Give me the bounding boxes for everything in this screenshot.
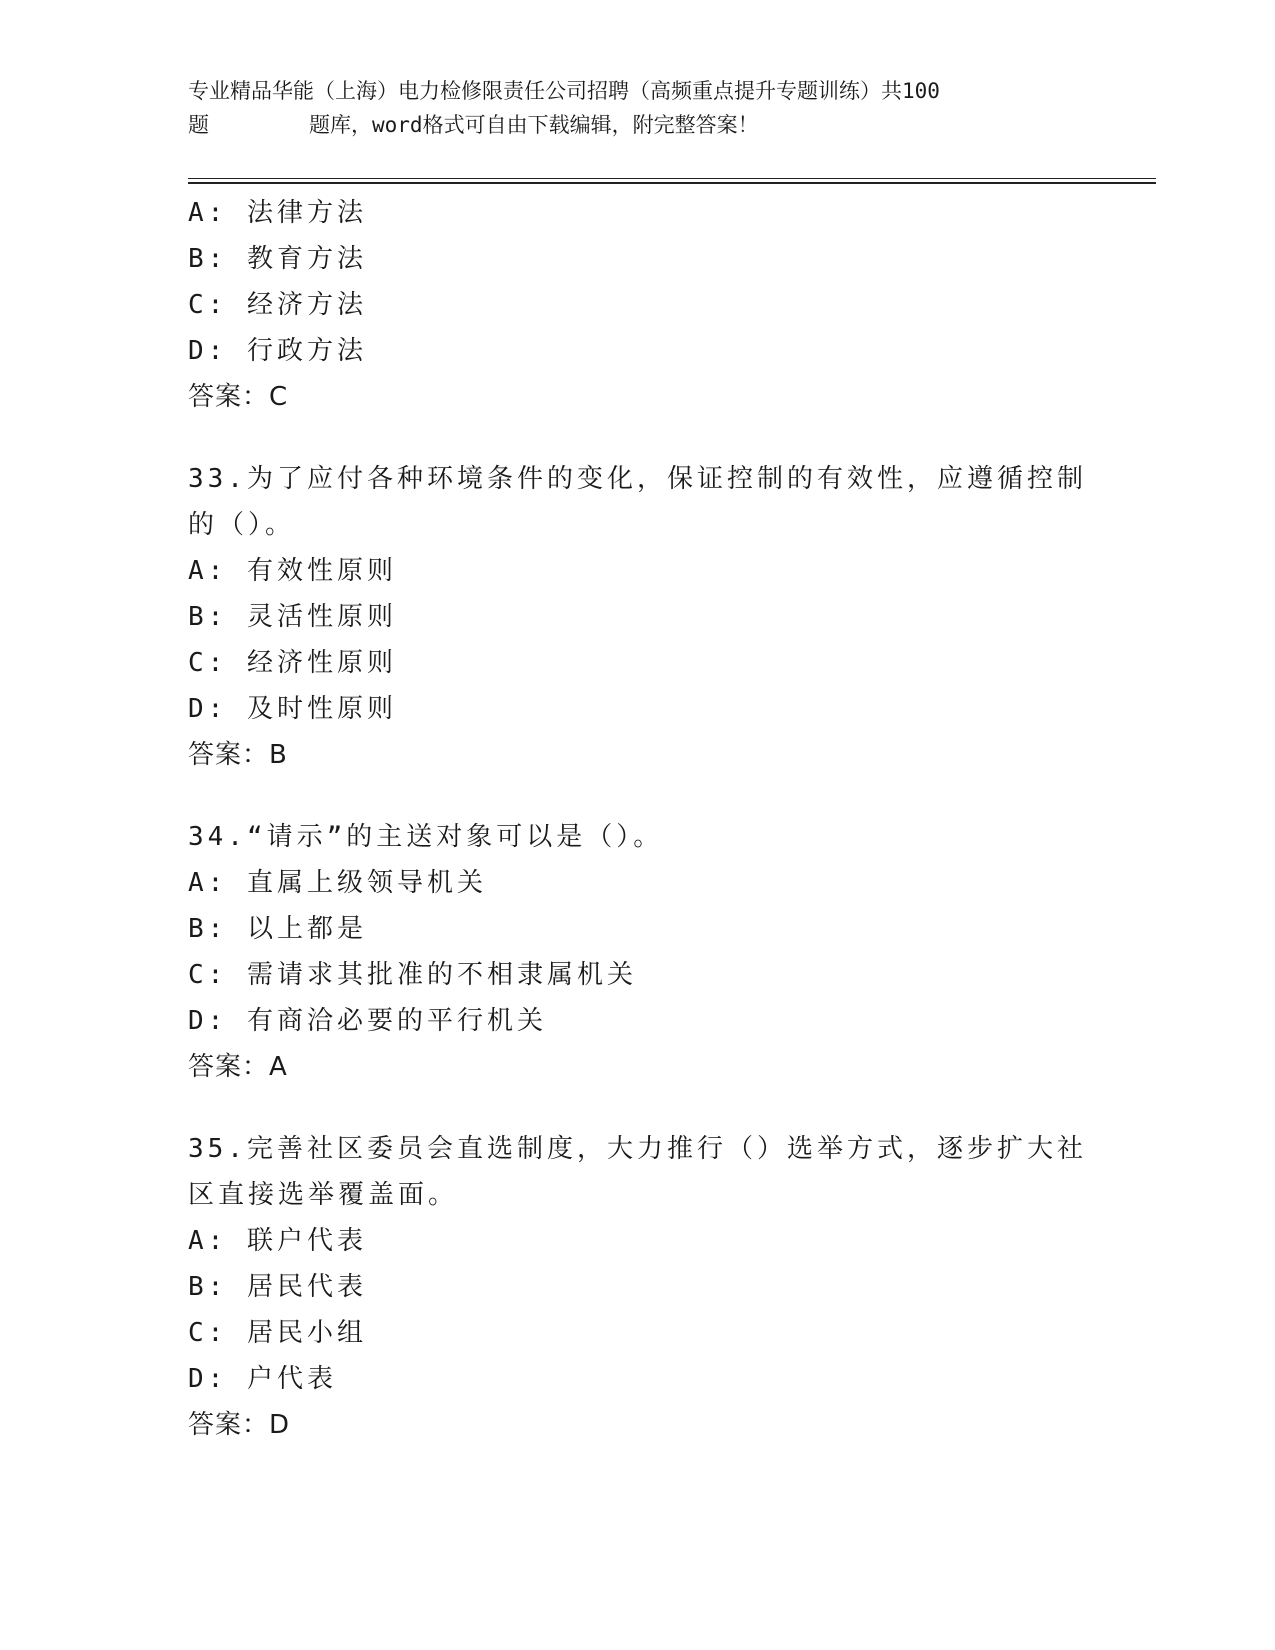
header-rule-thick <box>188 182 1156 184</box>
header-indent <box>209 108 309 142</box>
option-d: D: 户代表 <box>188 1364 337 1394</box>
option-a: A: 有效性原则 <box>188 556 397 586</box>
header-rule-thin <box>188 178 1156 179</box>
question-34 <box>188 814 1088 1090</box>
option-b: B: 以上都是 <box>188 914 367 944</box>
option-a: A: 联户代表 <box>188 1226 367 1256</box>
answer: 答案：B <box>188 740 288 770</box>
answer: 答案：D <box>188 1410 291 1440</box>
question-text: 35.完善社区委员会直选制度，大力推行（）选举方式，逐步扩大社区直接选举覆盖面。 <box>188 1134 1087 1210</box>
option-c: C: 经济性原则 <box>188 648 397 678</box>
answer: 答案：C <box>188 382 289 412</box>
header-line-2 <box>188 108 1088 142</box>
option-a: A: 法律方法 <box>188 198 367 228</box>
header-line-1: 专业精品华能（上海）电力检修限责任公司招聘（高频重点提升专题训练）共100 <box>188 79 940 103</box>
answer: 答案：A <box>188 1052 288 1082</box>
option-d: D: 及时性原则 <box>188 694 397 724</box>
option-d: D: 有商洽必要的平行机关 <box>188 1006 547 1036</box>
question-text: 33.为了应付各种环境条件的变化，保证控制的有效性，应遵循控制的（）。 <box>188 464 1087 540</box>
option-d: D: 行政方法 <box>188 336 367 366</box>
option-b: B: 教育方法 <box>188 244 367 274</box>
option-b: B: 居民代表 <box>188 1272 367 1302</box>
option-b: B: 灵活性原则 <box>188 602 397 632</box>
header-line-2-start: 题 <box>188 113 209 137</box>
question-list <box>188 190 1088 1484</box>
header-line-2-rest: 题库，word格式可自由下载编辑，附完整答案！ <box>309 113 759 137</box>
question-33 <box>188 456 1088 778</box>
option-c: C: 经济方法 <box>188 290 367 320</box>
question-32 <box>188 190 1088 420</box>
question-text: 34.“请示”的主送对象可以是（）。 <box>188 822 664 852</box>
question-35 <box>188 1126 1088 1448</box>
option-a: A: 直属上级领导机关 <box>188 868 487 898</box>
option-c: C: 居民小组 <box>188 1318 367 1348</box>
option-c: C: 需请求其批准的不相隶属机关 <box>188 960 637 990</box>
document-header <box>188 74 1088 142</box>
